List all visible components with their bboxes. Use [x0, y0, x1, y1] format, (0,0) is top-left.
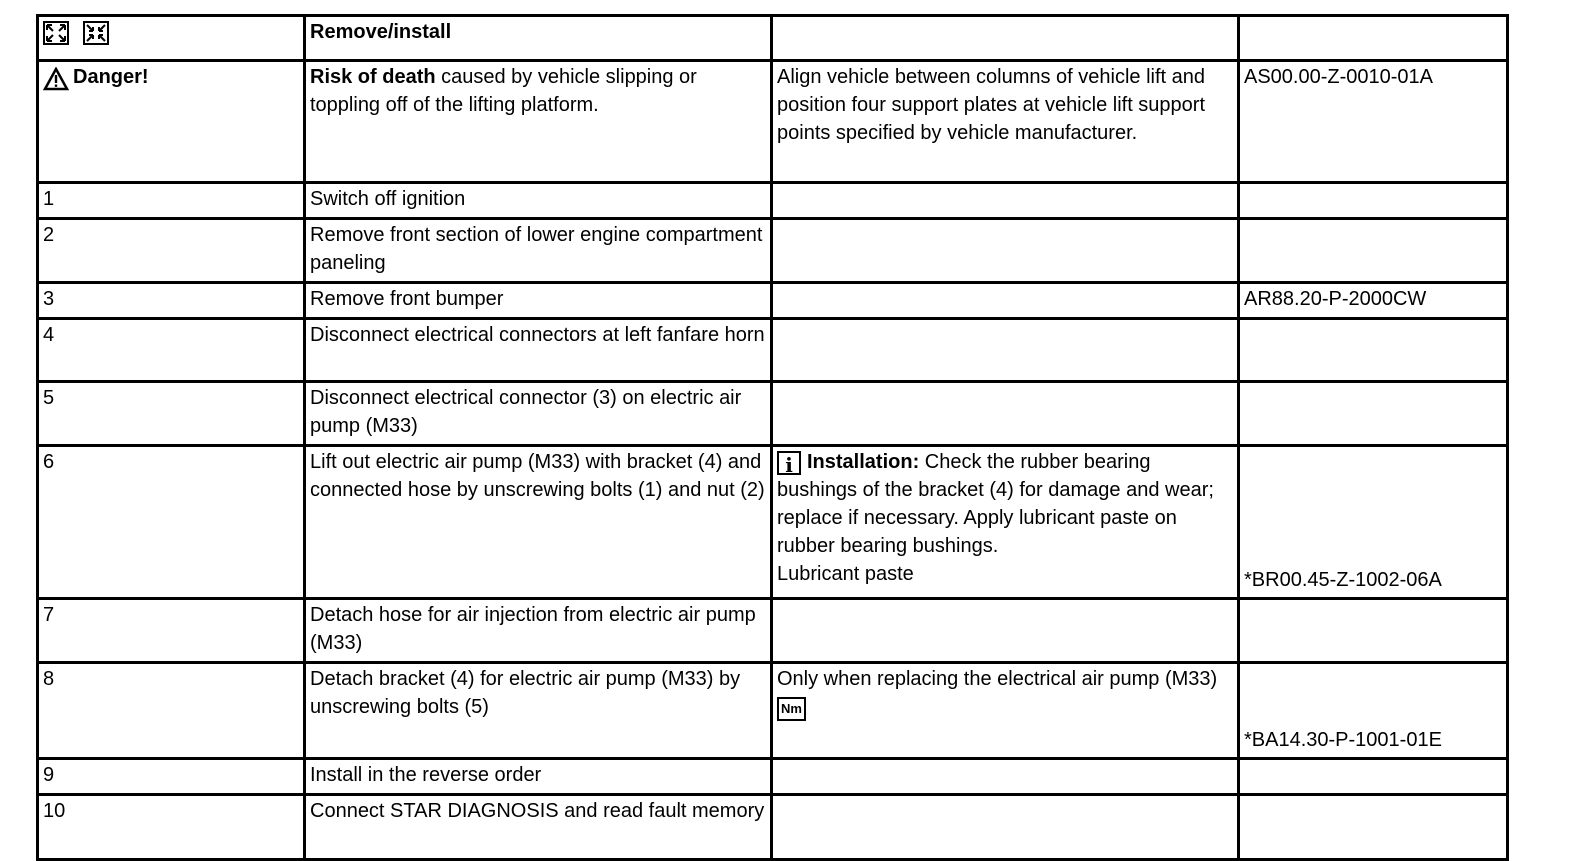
warning-triangle-icon — [43, 67, 69, 91]
step-number: 5 — [38, 382, 305, 446]
step-ref — [1239, 599, 1508, 663]
step-row-2 — [38, 219, 1508, 283]
step-ref — [1239, 795, 1508, 860]
step-note — [772, 283, 1239, 319]
replace-note: Only when replacing the electrical air pump (M33) — [777, 668, 1218, 690]
step-text: Lift out electric air pump (M33) with bracket (4) and connected hose by unscrewing bolts (1) and nut (2) — [305, 446, 772, 599]
torque-nm-icon[interactable]: Nm — [777, 697, 806, 721]
step-row-8 — [38, 663, 1508, 759]
step-text: Connect STAR DIAGNOSIS and read fault memory — [305, 795, 772, 860]
step-ref[interactable]: AR88.20-P-2000CW — [1239, 283, 1508, 319]
danger-risk-cell — [305, 61, 772, 183]
installation-label: Installation: — [807, 451, 920, 473]
step-row-9 — [38, 759, 1508, 795]
risk-bold: Risk of death — [310, 66, 436, 88]
risk-text: caused by vehicle slipping or toppling off of the lifting platform. — [310, 66, 697, 116]
step-ref — [1239, 183, 1508, 219]
step-number: 8 — [38, 663, 305, 759]
step-number: 4 — [38, 319, 305, 382]
header-empty-3 — [772, 16, 1239, 61]
step-text: Disconnect electrical connectors at left fanfare horn — [305, 319, 772, 382]
step-text: Detach bracket (4) for electric air pump (M33) by unscrewing bolts (5) — [305, 663, 772, 759]
expand-icon[interactable] — [44, 22, 68, 44]
collapse-icon[interactable] — [84, 22, 108, 44]
step-note — [772, 382, 1239, 446]
step-ref-cell — [1239, 446, 1508, 599]
step-text: Switch off ignition — [305, 183, 772, 219]
step-note — [772, 759, 1239, 795]
danger-instruction: Align vehicle between columns of vehicle lift and position four support plates at vehicle lift support points specified by vehicle manufacturer. — [772, 61, 1239, 183]
step-ref-cell — [1239, 663, 1508, 759]
step-text: Remove front section of lower engine compartment paneling — [305, 219, 772, 283]
header-icons-cell — [38, 16, 305, 61]
step-ref — [1239, 382, 1508, 446]
danger-label: Danger! — [73, 66, 149, 88]
step-text: Disconnect electrical connector (3) on electric air pump (M33) — [305, 382, 772, 446]
expand-collapse-icons[interactable] — [43, 21, 113, 47]
header-title: Remove/install — [305, 16, 772, 61]
danger-row — [38, 61, 1508, 183]
header-row — [38, 16, 1508, 61]
step-note — [772, 446, 1239, 599]
step-number: 6 — [38, 446, 305, 599]
step-number: 7 — [38, 599, 305, 663]
procedure-table — [36, 14, 1509, 861]
danger-label-cell — [38, 61, 305, 183]
danger-ref[interactable]: AS00.00-Z-0010-01A — [1239, 61, 1508, 183]
step-ref[interactable]: *BR00.45-Z-1002-06A — [1244, 569, 1442, 591]
step-note — [772, 599, 1239, 663]
step-row-3 — [38, 283, 1508, 319]
step-number: 2 — [38, 219, 305, 283]
step-row-10 — [38, 795, 1508, 860]
step-number: 1 — [38, 183, 305, 219]
step-row-4 — [38, 319, 1508, 382]
installation-note: Check the rubber bearing bushings of the bracket (4) for damage and wear; replace if necessary. Apply lubricant paste on rubber bearing bushings. — [777, 451, 1214, 557]
step-text: Remove front bumper — [305, 283, 772, 319]
step-note — [772, 319, 1239, 382]
step-row-1 — [38, 183, 1508, 219]
info-icon: i — [777, 451, 801, 475]
header-empty-4 — [1239, 16, 1508, 61]
step-row-7 — [38, 599, 1508, 663]
step-ref[interactable]: *BA14.30-P-1001-01E — [1244, 729, 1442, 751]
step-ref — [1239, 759, 1508, 795]
step-row-5 — [38, 382, 1508, 446]
lubricant-paste: Lubricant paste — [777, 563, 914, 585]
step-note — [772, 795, 1239, 860]
step-ref — [1239, 219, 1508, 283]
step-ref — [1239, 319, 1508, 382]
step-note — [772, 663, 1239, 759]
step-text: Detach hose for air injection from electric air pump (M33) — [305, 599, 772, 663]
step-note — [772, 219, 1239, 283]
step-number: 3 — [38, 283, 305, 319]
step-number: 9 — [38, 759, 305, 795]
step-row-6 — [38, 446, 1508, 599]
step-number: 10 — [38, 795, 305, 860]
step-text: Install in the reverse order — [305, 759, 772, 795]
step-note — [772, 183, 1239, 219]
